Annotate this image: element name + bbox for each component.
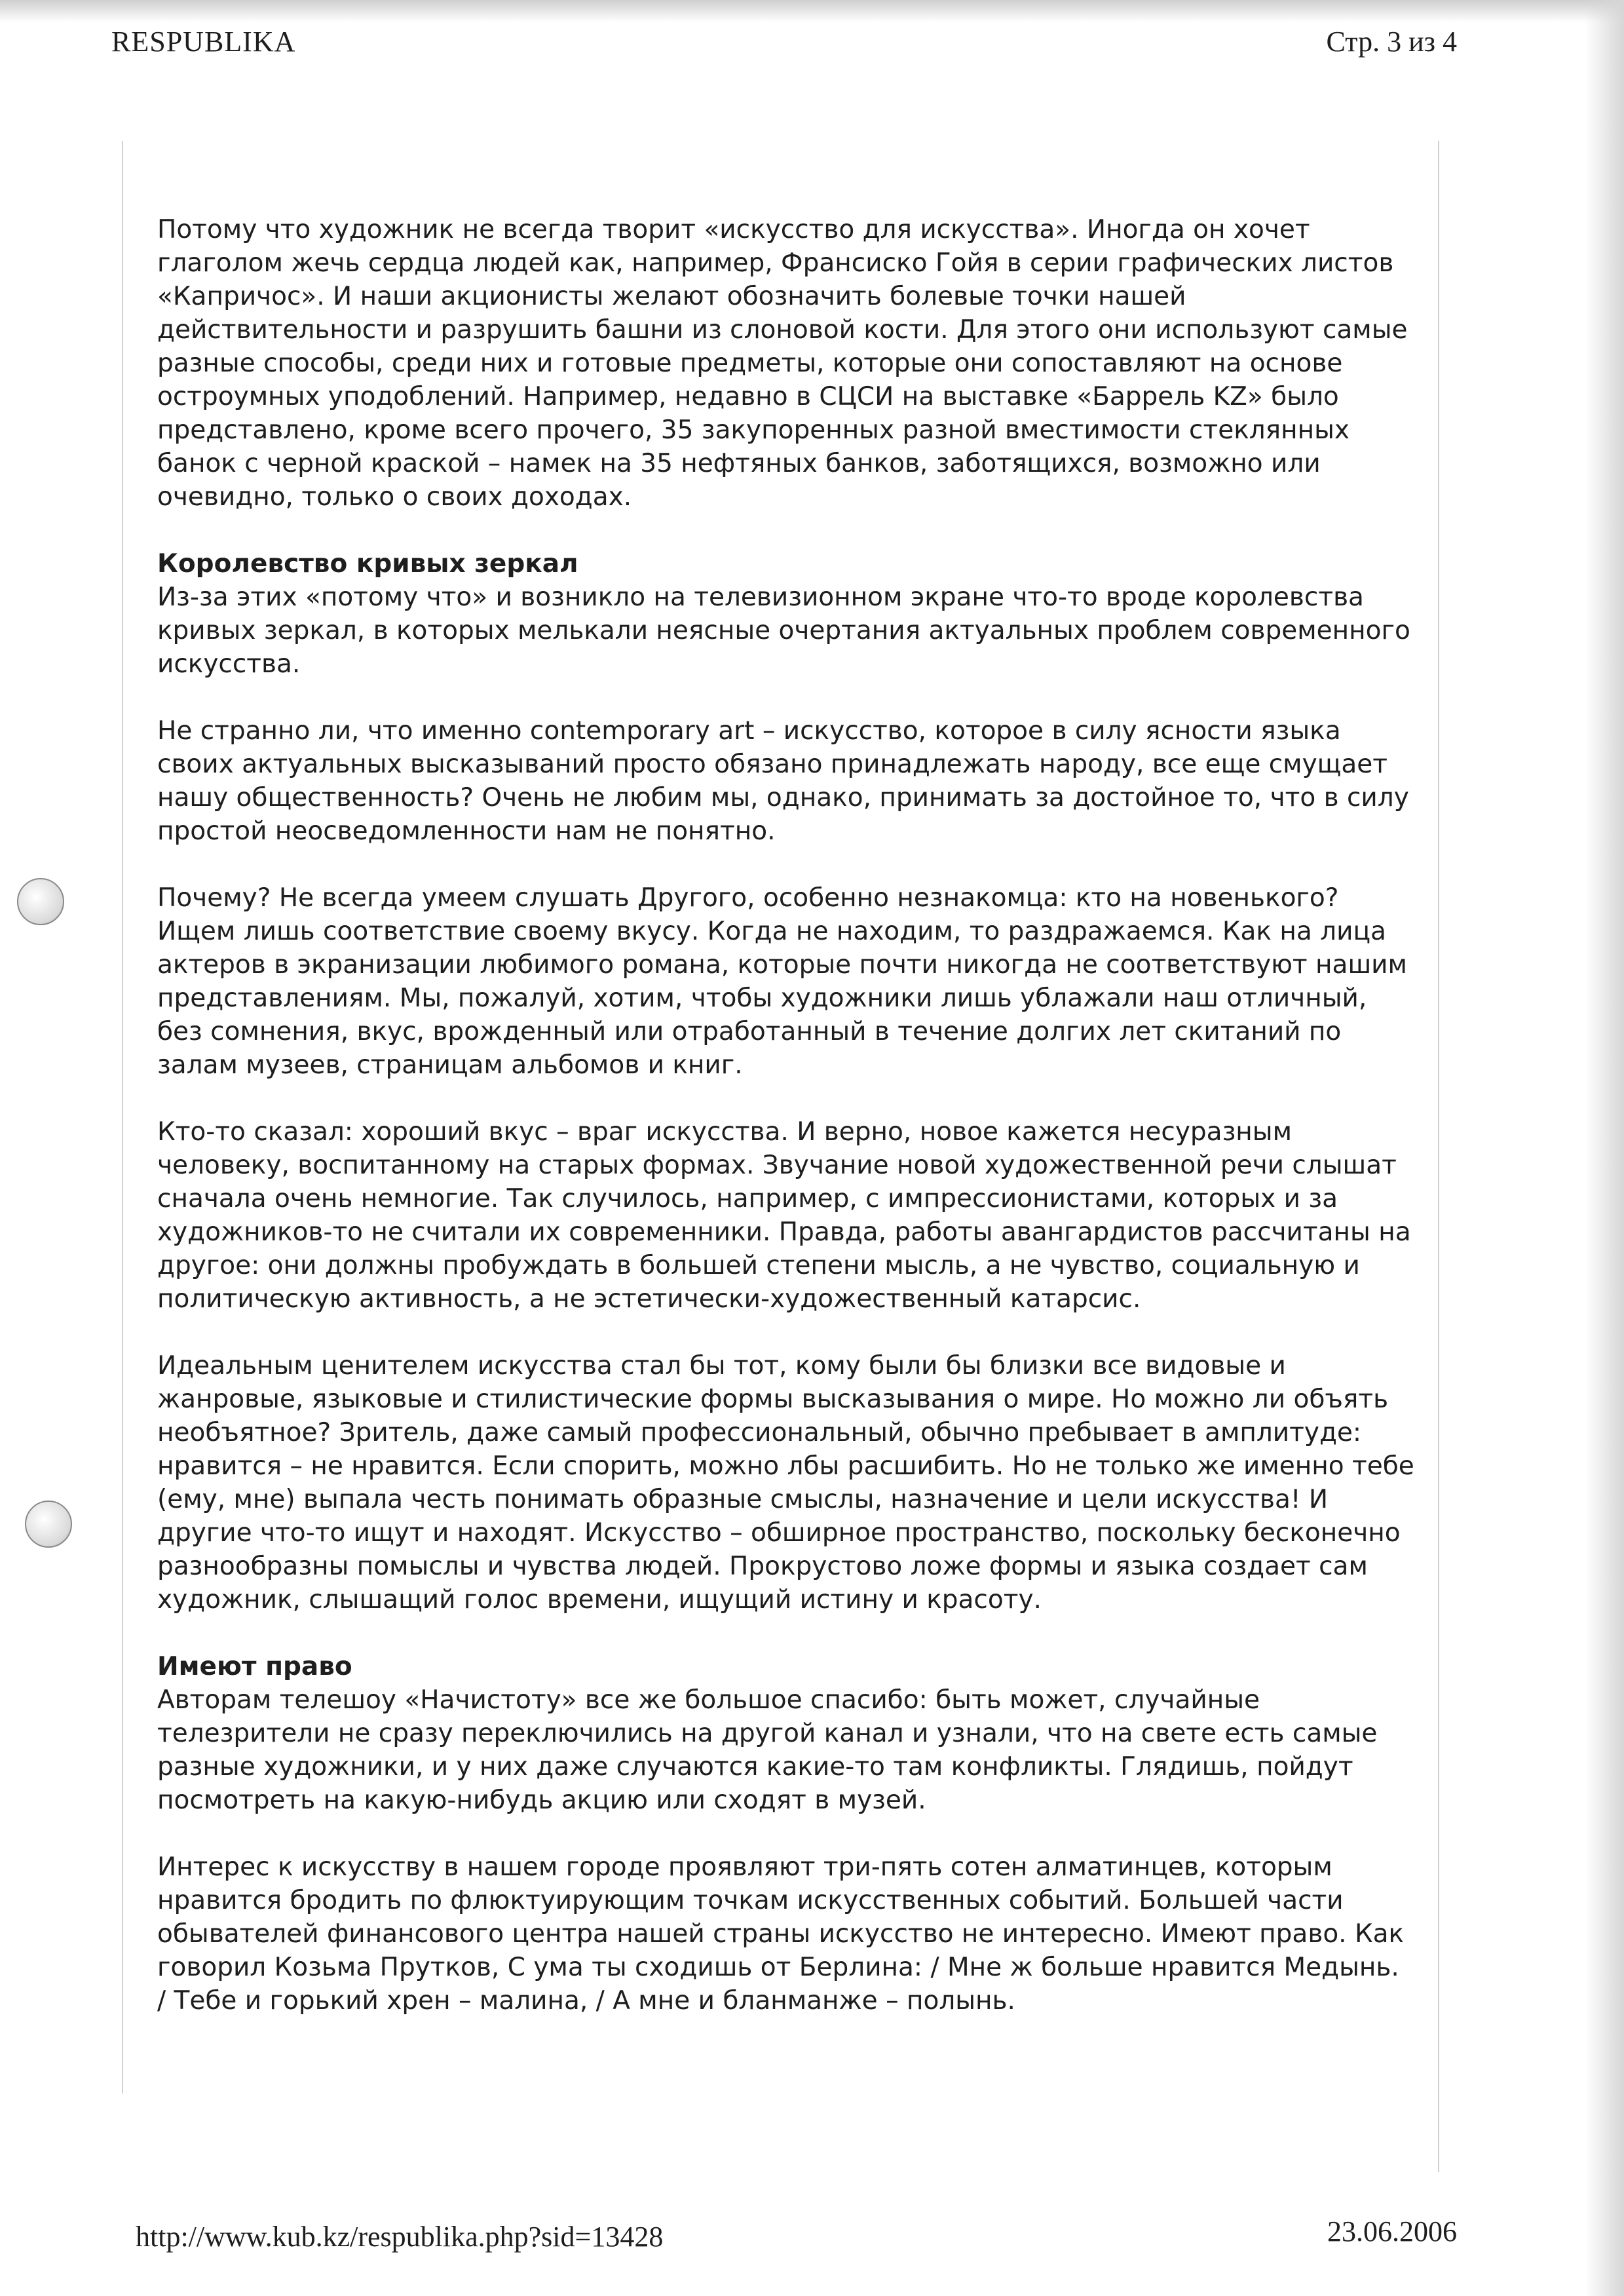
article-body <box>157 213 1415 2051</box>
section-crooked-mirrors <box>157 547 1415 1617</box>
punch-hole-upper <box>17 878 64 925</box>
frame-line-right <box>1438 141 1439 2172</box>
paragraph: Почему? Не всегда умеем слушать Другого, особенно незнакомца: кто на новенького? Ищем лишь соответствие своему вкусу. Когда не находим, то раздражаемся. Как на лица актеров в экранизации любимого романа, которые почти никогда не соответствуют нашим представлениям. Мы, пожалуй, хотим, чтобы художники лишь ублажали наш отличный, без сомнения, вкус, врожденный или отработанный в течение долгих лет скитаний по залам музеев, страницам альбомов и книг. <box>157 883 1407 1080</box>
source-url: http://www.kub.kz/respublika.php?sid=13428 <box>136 2221 664 2253</box>
paragraph: Авторам телешоу «Начистоту» все же большое спасибо: быть может, случайные телезрители не сразу переключились на другой канал и узнали, что на свете есть самые разные художники, и у них даже случаются какие-то там конфликты. Глядишь, пойдут посмотреть на какую-нибудь акцию или сходят в музей. <box>157 1685 1378 1815</box>
frame-line-left <box>122 141 123 2094</box>
paragraph: Кто-то сказал: хороший вкус – враг искусства. И верно, новое кажется несуразным человеку, воспитанному на старых формах. Звучание новой художественной речи слышат сначала очень немногие. Так случилось, например, с импрессионистами, которых и за художников-то не считали их современники. Правда, работы авангардистов рассчитаны на другое: они должны пробуждать в большей степени мысль, а не чувство, социальную и политическую активность, а не эстетически-художественный катарсис. <box>157 1117 1411 1314</box>
section-have-right <box>157 1650 1415 2018</box>
paragraph: Идеальным ценителем искусства стал бы тот, кому были бы близки все видовые и жанровые, языковые и стилистические формы высказывания о мире. Но можно ли объять необъятное? Зритель, даже самый профессиональный, обычно пребывает в амплитуде: нравится – не нравится. Если спорить, можно лбы расшибить. Но не только же именно тебе (ему, мне) выпала честь понимать образные смыслы, назначение и цели искусства! И другие что-то ищут и находят. Искусство – обширное пространство, поскольку бесконечно разнообразны помыслы и чувства людей. Прокрустово ложе формы и языка создает сам художник, слышащий голос времени, ищущий истину и красоту. <box>157 1351 1414 1615</box>
paragraph: Из-за этих «потому что» и возникло на телевизионном экране что-то вроде королевства кривых зеркал, в которых мелькали неясные очертания актуальных проблем современного искусства. <box>157 583 1410 679</box>
section-heading: Имеют право <box>157 1652 352 1681</box>
punch-hole-lower <box>25 1501 72 1548</box>
paragraph: Интерес к искусству в нашем городе проявляют три-пять сотен алматинцев, которым нравится бродить по флюктуирующим точкам искусственных событий. Большей части обывателей финансового центра нашей страны искусство не интересно. Имеют право. Как говорил Козьма Прутков, С ума ты сходишь от Берлина: / Мне ж больше нравится Медынь. / Тебе и горький хрен – малина, / А мне и бланманже – полынь. <box>157 1852 1405 2016</box>
print-date: 23.06.2006 <box>1327 2215 1457 2248</box>
page-number: Стр. 3 из 4 <box>1326 26 1457 58</box>
scan-right-shadow <box>1585 0 1624 2296</box>
intro-paragraph: Потому что художник не всегда творит «искусство для искусства». Иногда он хочет глаголом жечь сердца людей как, например, Франсиско Гойя в серии графических листов «Капричос». И наши акционисты желают обозначить болевые точки нашей действительности и разрушить башни из слоновой кости. Для этого они используют самые разные способы, среди них и готовые предметы, которые они сопоставляют на основе остроумных уподоблений. Например, недавно в СЦСИ на выставке «Баррель KZ» было представлено, кроме всего прочего, 35 закупоренных разной вместимости стеклянных банок с черной краской – намек на 35 нефтяных банков, заботящихся, возможно или очевидно, только о своих доходах. <box>157 215 1408 512</box>
section-heading: Королевство кривых зеркал <box>157 549 578 579</box>
scan-top-shadow <box>0 0 1624 22</box>
paragraph: Не странно ли, что именно contemporary art – искусство, которое в силу ясности языка своих актуальных высказываний просто обязано принадлежать народу, все еще смущает нашу общественность? Очень не любим мы, однако, принимать за достойное то, что в силу простой неосведомленности нам не понятно. <box>157 716 1409 846</box>
publication-title: RESPUBLIKA <box>111 26 296 58</box>
